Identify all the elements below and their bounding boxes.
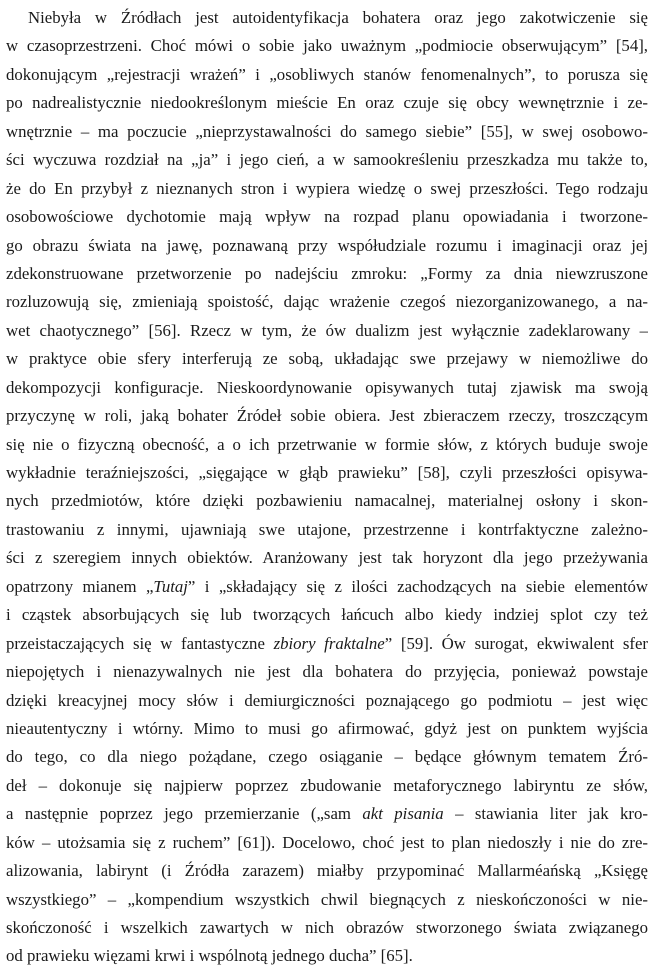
text-line (6, 203, 648, 231)
text-line (6, 345, 648, 373)
text-line (6, 715, 648, 743)
text-line (6, 829, 648, 857)
text-line (6, 857, 648, 885)
text-segment: w praktyce obie sfery interferują ze sobą, układając swe przejawy w niemożliwe do (6, 349, 648, 369)
text-segment: deł – dokonuje się najpierw poprzez zbudowanie metaforycznego labiryntu ze słów, (6, 775, 648, 795)
text-line (6, 658, 648, 686)
text-line (6, 61, 648, 89)
text-line (6, 601, 648, 629)
text-line (6, 914, 648, 942)
text-line (6, 260, 648, 288)
text-segment: ści z szeregiem innych obiektów. Aranżowany jest tak horyzont dla jego przeżywania (6, 548, 648, 568)
text-line (6, 4, 648, 32)
text-line (6, 146, 648, 174)
text-segment: trastowaniu z innymi, ujawniają swe utajone, przestrzenne i kontrfaktyczne zależno- (6, 519, 648, 539)
text-line (6, 89, 648, 117)
text-segment: ści wyczuwa rozdział na „ja” i jego cień, a w samookreśleniu przeszkadza mu także to, (6, 150, 648, 170)
text-segment: wnętrznie – ma poczucie „nieprzystawalności do samego siebie” [55], w swej osobowo- (6, 121, 648, 141)
text-line (6, 687, 648, 715)
text-segment: wykładnie teraźniejszości, „sięgające w głąb prawieku” [58], czyli przeszłości opisywa- (6, 463, 648, 482)
text-segment: osobowościowe dychotomie mają wpływ na rozpad planu opowiadania i tworzone- (6, 207, 648, 227)
text-segment: w czasoprzestrzeni. Choć mówi o sobie jako uważnym „podmiocie obserwującym” [54], (6, 36, 648, 56)
text-segment: nych przedmiotów, które dzięki pozbawieniu namacalnej, materialnej osłony i skon- (6, 491, 648, 511)
text-line (6, 487, 648, 515)
text-segment: ków – utożsamia się z ruchem” [61]). Docelowo, choć jest to plan niedoszły i nie do zre- (6, 832, 648, 852)
italic-text: Tutaj (153, 576, 188, 596)
text-line (6, 459, 648, 487)
text-segment: ” [59]. Ów surogat, ekwiwalent sfer (384, 633, 648, 653)
text-line (6, 630, 648, 658)
text-line (6, 516, 648, 544)
text-segment: przeistaczających się w fantastyczne (6, 633, 274, 653)
text-line (6, 232, 648, 260)
text-line (6, 288, 648, 316)
text-line (6, 772, 648, 800)
text-segment: – stawiania liter jak kro- (443, 804, 648, 824)
italic-text: zbiory fraktalne (273, 633, 385, 653)
body-paragraph (6, 4, 648, 971)
text-segment: skończoność i wszelkich zawartych w nich obrazów stworzonego świata związanego (6, 918, 648, 937)
text-line (6, 32, 648, 60)
text-segment: i cząstek absorbujących się lub tworzących łańcuch albo kiedy indziej splot czy też (6, 605, 648, 625)
text-segment: dokonującym „rejestracji wrażeń” i „osobliwych stanów fenomenalnych”, to porusza się (6, 64, 648, 84)
text-line (6, 800, 648, 828)
text-line (6, 317, 648, 345)
text-segment: rozluzowują się, zmieniają spoistość, dając wrażenie czegoś niezorganizowanego, a na- (6, 292, 648, 312)
text-segment: przyczynę w roli, jaką bohater Źródeł sobie obiera. Jest zbieraczem rzeczy, troszczącym (6, 406, 648, 426)
italic-text: akt pisania (362, 804, 444, 824)
text-segment: niepojętych i nienazywalnych nie jest dla bohatera do przyjęcia, ponieważ powstaje (6, 662, 648, 682)
text-segment: dekompozycji konfiguracje. Nieskoordynowanie opisywanych tutaj zjawisk ma swoją (6, 377, 648, 397)
text-segment: a następnie poprzez jego przemierzanie („sam (6, 804, 363, 824)
text-segment: ” i „składający się z ilości zachodzących na siebie elementów (187, 576, 648, 596)
text-line (6, 431, 648, 459)
text-segment: że do En przybył z nieznanych stron i wypiera wiedzę o swej przeszłości. Tego rodzaju (6, 178, 648, 198)
text-line (6, 544, 648, 572)
text-segment: po nadrealistycznie niedookreślonym mieście En oraz czuje się obcy wewnętrznie i ze- (6, 93, 648, 113)
text-line (6, 374, 648, 402)
text-segment: do tego, co dla niego pożądane, czego osiąganie – będące głównym tematem Źró- (6, 747, 648, 767)
text-line (6, 573, 648, 601)
text-line (6, 118, 648, 146)
text-segment: nieautentyczny i wtórny. Mimo to musi go afirmować, gdyż jest on punktem wyjścia (6, 718, 648, 738)
text-segment: opatrzony mianem „ (6, 576, 154, 596)
text-segment: wet chaotycznego” [56]. Rzecz w tym, że ów dualizm jest wyłącznie zadeklarowany – (6, 320, 648, 340)
text-segment: dzięki kreacyjnej mocy słów i demiurgiczności poznającego go podmiotu – jest więc (6, 690, 648, 710)
text-line (6, 942, 648, 970)
text-segment: wszystkiego” – „kompendium wszystkich chwil biegnących z nieskończoności w nie- (6, 889, 648, 909)
text-segment: zdekonstruowane przetworzenie po nadejściu zmroku: „Formy za dnia niewzruszone (6, 263, 648, 283)
text-line (6, 743, 648, 771)
text-segment: alizowania, labirynt (i Źródła zarazem) miałby przypominać Mallarméańską „Księgę (6, 861, 648, 881)
text-line (6, 175, 648, 203)
text-line (6, 402, 648, 430)
text-segment: się nie o fizyczną obecność, a o ich przetrwanie w formie słów, z których buduje swoje (6, 434, 648, 454)
text-segment: Niebyła w Źródłach jest autoidentyfikacja bohatera oraz jego zakotwiczenie się (28, 8, 648, 27)
text-segment: od prawieku więzami krwi i wspólnotą jednego ducha” [65]. (6, 946, 413, 966)
text-segment: go obrazu świata na jawę, poznawaną przy współudziale rozumu i imaginacji oraz jej (6, 235, 648, 255)
